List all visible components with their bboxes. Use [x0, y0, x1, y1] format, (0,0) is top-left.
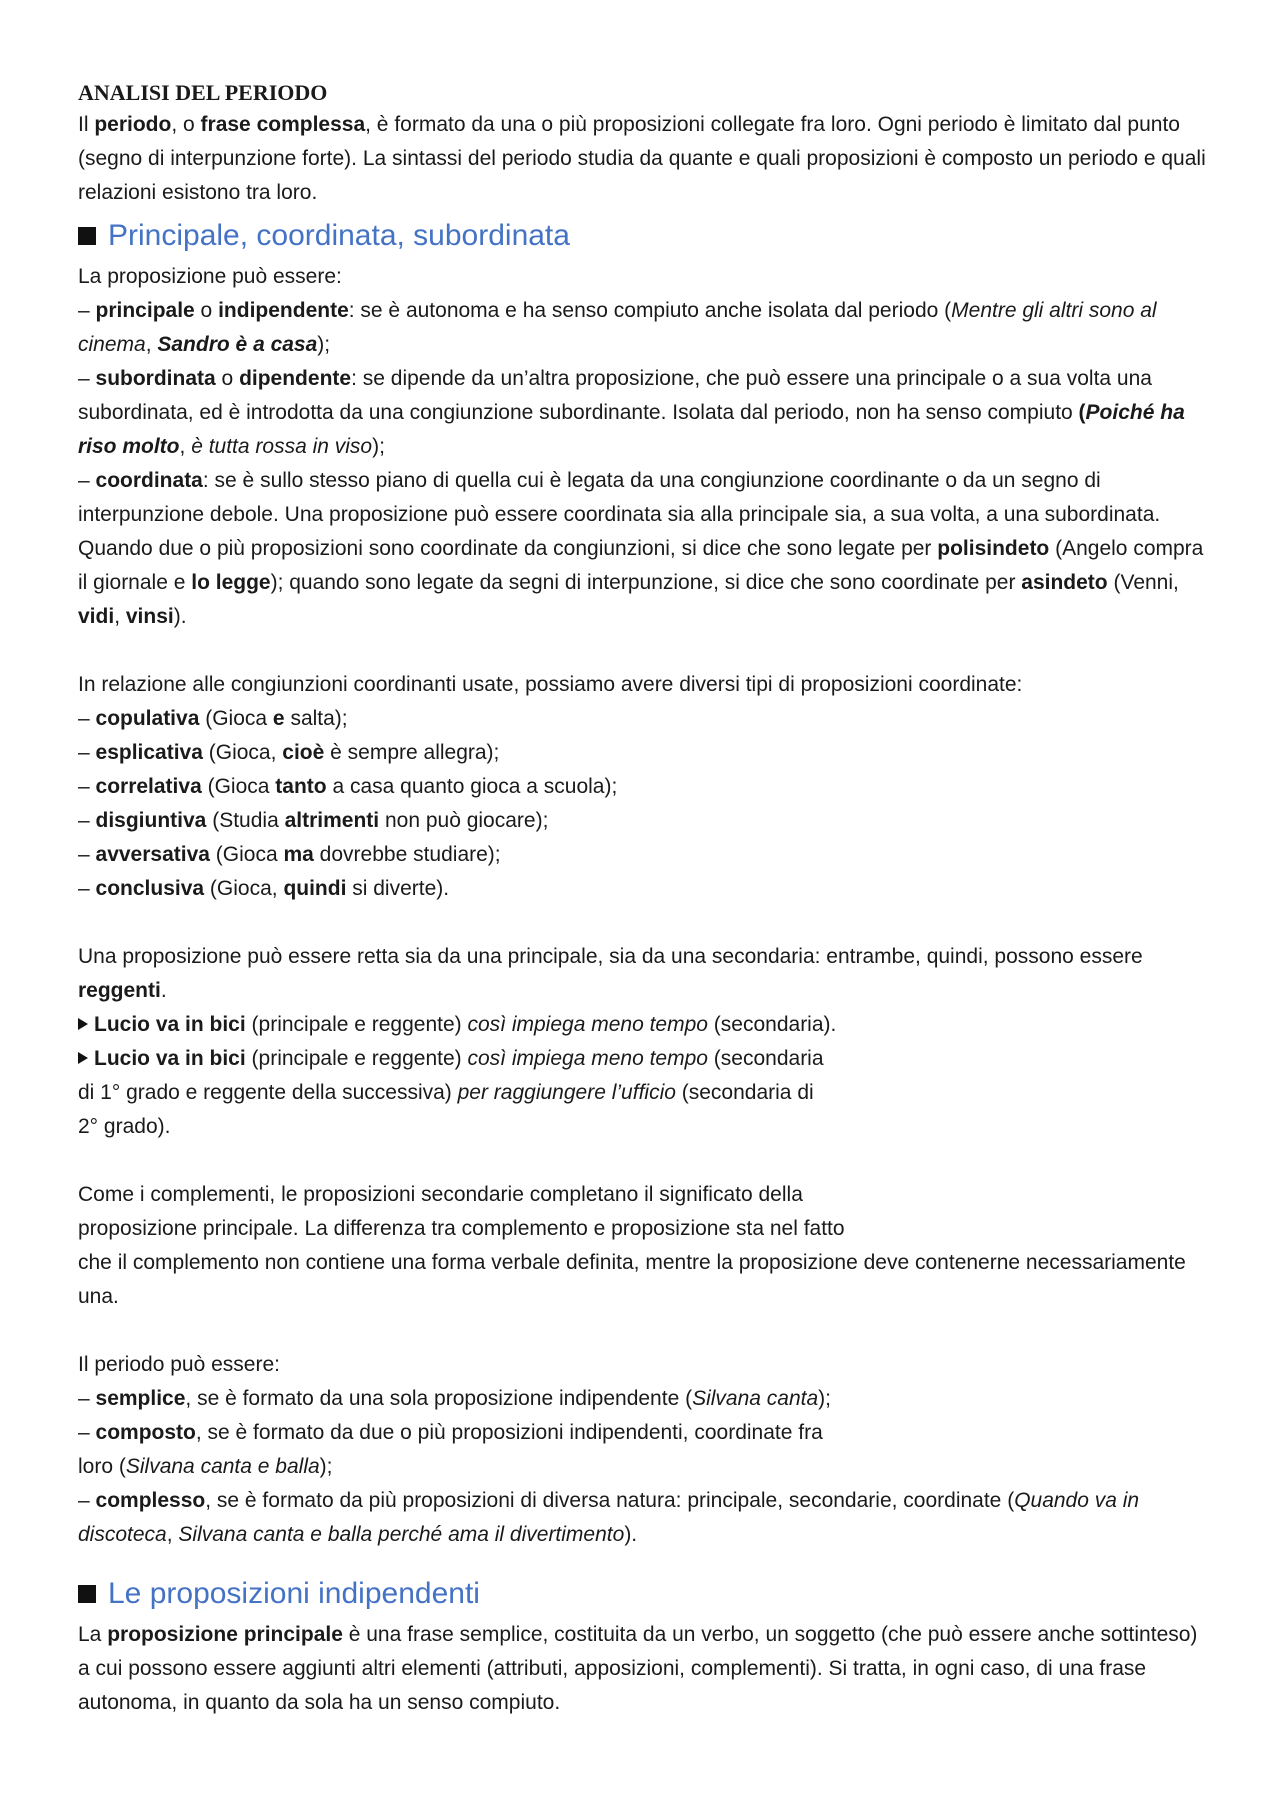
- section-heading-text: Principale, coordinata, subordinata: [108, 219, 570, 252]
- document-title: ANALISI DEL PERIODO: [78, 80, 328, 105]
- periodo-composto: – composto, se è formato da due o più proposizioni indipendenti, coordinate fra loro (Silvana canta e balla);: [78, 1421, 823, 1478]
- coord-type-avversativa: – avversativa (Gioca ma dovrebbe studiare);: [78, 843, 501, 866]
- square-bullet-icon: [78, 227, 96, 245]
- section-heading-principale: [78, 216, 1210, 256]
- periodo-complesso: – complesso, se è formato da più proposizioni di diversa natura: principale, secondarie, coordinate (Quando va in discoteca, Silvana canta e balla perché ama il divertimento).: [78, 1489, 1140, 1546]
- triangle-bullet-icon: [78, 1018, 88, 1030]
- coord-type-correlativa: – correlativa (Gioca tanto a casa quanto gioca a scuola);: [78, 775, 618, 798]
- item-subordinata: – subordinata o dipendente: se dipende da un’altra proposizione, che può essere una principale o a sua volta una subordinata, ed è introdotta da una congiunzione subordinante. Isolata dal periodo, non ha senso compiuto (Poiché ha riso molto, è tutta rossa in viso);: [78, 367, 1185, 458]
- coordinate-intro: In relazione alle congiunzioni coordinanti usate, possiamo avere diversi tipi di proposizioni coordinate:: [78, 673, 1023, 696]
- periodo-lead: Il periodo può essere:: [78, 1353, 280, 1376]
- coord-type-conclusiva: – conclusiva (Gioca, quindi si diverte).: [78, 877, 450, 900]
- proposition-lead: La proposizione può essere:: [78, 265, 342, 288]
- item-coordinata: – coordinata: se è sullo stesso piano di quella cui è legata da una congiunzione coordinante o da un segno di interpunzione debole. Una proposizione può essere coordinata sia alla principale sia, a sua volta, a una subordinata. Quando due o più proposizioni sono coordinate da congiunzioni, si dice che sono legate per polisindeto (Angelo compra il giornale e lo legge); quando sono legate da segni di interpunzione, si dice che sono coordinate per asindeto (Venni, vidi, vinsi).: [78, 469, 1204, 628]
- item-principale: – principale o indipendente: se è autonoma e ha senso compiuto anche isolata dal periodo (Mentre gli altri sono al cinema, Sandro è a casa);: [78, 299, 1157, 356]
- section-heading-text: Le proposizioni indipendenti: [108, 1577, 480, 1610]
- coord-type-disgiuntiva: – disgiuntiva (Studia altrimenti non può giocare);: [78, 809, 549, 832]
- intro-paragraph: Il periodo, o frase complessa, è formato da una o più proposizioni collegate fra loro. Ogni periodo è limitato dal punto (segno di interpunzione forte). La sintassi del periodo studia da quante e quali proposizioni è composto un periodo e quali relazioni esistono tra loro.: [78, 113, 1206, 204]
- square-bullet-icon: [78, 1585, 96, 1603]
- coord-type-esplicativa: – esplicativa (Gioca, cioè è sempre allegra);: [78, 741, 500, 764]
- indipendenti-paragraph: La proposizione principale è una frase semplice, costituita da un verbo, un soggetto (che può essere anche sottinteso) a cui possono essere aggiunti altri elementi (attributi, apposizioni, complementi). Si tratta, in ogni caso, di una frase autonoma, in quanto da sola ha un senso compiuto.: [78, 1623, 1198, 1714]
- reggenti-paragraph: Una proposizione può essere retta sia da una principale, sia da una secondaria: entrambe, quindi, possono essere reggenti.: [78, 945, 1143, 1002]
- section-heading-indipendenti: [78, 1574, 1210, 1614]
- triangle-bullet-icon: [78, 1052, 88, 1064]
- example-2: Lucio va in bici (principale e reggente) così impiega meno tempo (secondaria di 1° grado e reggente della successiva) per raggiungere l’ufficio (secondaria di 2° grado).: [78, 1047, 824, 1138]
- example-1: Lucio va in bici (principale e reggente) così impiega meno tempo (secondaria).: [78, 1008, 1210, 1042]
- complementi-paragraph: Come i complementi, le proposizioni secondarie completano il significato della proposizione principale. La differenza tra complemento e proposizione sta nel fatto che il complemento non contiene una forma verbale definita, mentre la proposizione deve contenerne necessariamente una.: [78, 1183, 1186, 1308]
- coord-type-copulativa: – copulativa (Gioca e salta);: [78, 707, 348, 730]
- periodo-semplice: – semplice, se è formato da una sola proposizione indipendente (Silvana canta);: [78, 1387, 831, 1410]
